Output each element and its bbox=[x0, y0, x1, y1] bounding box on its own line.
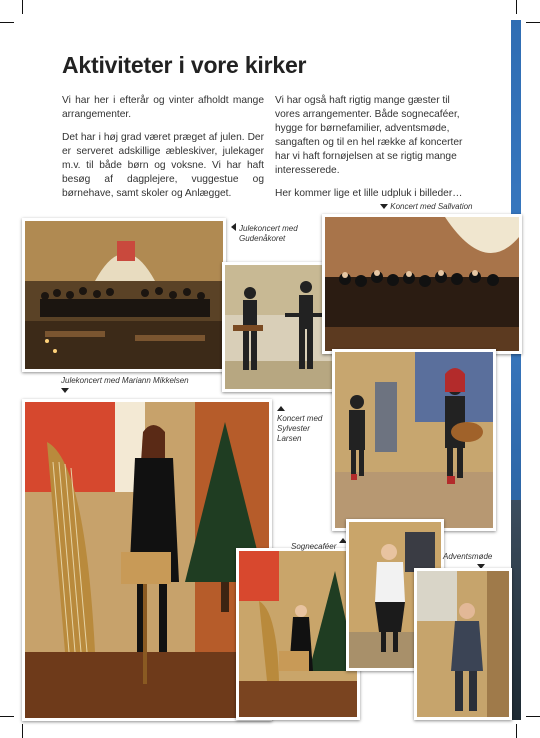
crop-mark bbox=[0, 716, 14, 717]
crop-mark bbox=[22, 0, 23, 14]
crop-mark bbox=[516, 0, 517, 14]
caption-sognecafeer: Sognecaféer bbox=[291, 538, 347, 552]
caption-adventsmode: Adventsmøde bbox=[443, 552, 492, 572]
caption-arrow-icon bbox=[231, 223, 236, 231]
photo-choir-church bbox=[22, 218, 226, 372]
photo-harpist-wide bbox=[236, 548, 360, 720]
caption-gudenakoret: Julekoncert med Gudenåkoret bbox=[231, 223, 298, 244]
caption-arrow-icon bbox=[61, 388, 69, 393]
caption-arrow-icon bbox=[277, 406, 285, 411]
crop-mark bbox=[526, 716, 540, 717]
paragraph: Det har i høj grad været præget af julen. Der er serveret adskillige æbleskiver, julekager m.v. til både børn og voksne. Vi har haft besøg af dagplejere, vuggestue og børnehave, samt skoler og Anlægget. bbox=[62, 132, 264, 199]
paragraph: Vi har også haft rigtig mange gæster til vores arrangementer. Både sognecaféer, hygge for børnefamilier, adventsmøde, sangaften og til en hel række af koncerter har vi haft fornøjelsen at se rigtig mange interesserede. bbox=[275, 95, 463, 176]
caption-mikkelsen: Julekoncert med Mariann Mikkelsen bbox=[61, 376, 189, 396]
accent-side-bar bbox=[511, 20, 521, 720]
page-title: Aktiviteter i vore kirker bbox=[62, 52, 307, 78]
caption-salvation: Koncert med Sallvation bbox=[380, 202, 473, 212]
crop-mark bbox=[0, 22, 14, 23]
paragraph: Her kommer lige et lille udpluk i billeder… bbox=[275, 188, 463, 199]
caption-sylvester: Koncert med Sylvester Larsen bbox=[277, 404, 322, 444]
crop-mark bbox=[516, 724, 517, 738]
crop-mark bbox=[526, 22, 540, 23]
crop-mark bbox=[22, 724, 23, 738]
photo-gudenakoret-band bbox=[222, 262, 338, 392]
photo-adventsmode bbox=[414, 568, 512, 720]
paragraph: Vi har her i efterår og vinter afholdt mange arrangementer. bbox=[62, 95, 264, 120]
right-text-column bbox=[275, 94, 477, 210]
photo-salvation-concert bbox=[322, 214, 522, 354]
photo-sylvester-larsen bbox=[332, 349, 496, 531]
caption-arrow-icon bbox=[380, 204, 388, 209]
left-text-column bbox=[62, 94, 264, 210]
photo-harpist bbox=[22, 399, 272, 721]
